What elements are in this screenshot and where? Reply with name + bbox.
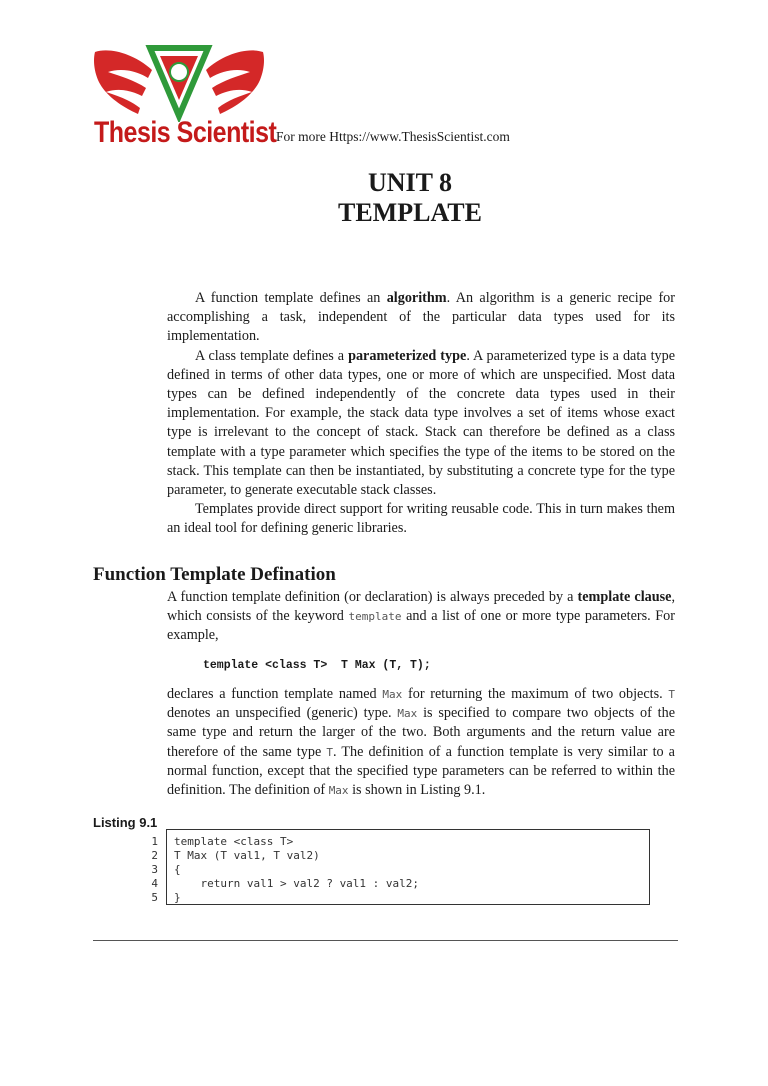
paragraph-class-template: A class template defines a parameterized type. A parameterized type is a data type defined in terms of other data types, one or more of which are unspecified. Most data types can be defined independently of the concrete data types used in their implementation. For example, the stack data type involves a set of items whose exact type is irrelevant to the concept of stack. Stack can therefore be defined as a class template with a type parameter which specifies the type of the items to be stored on the stack. This template can then be instantiated, by substituting a concrete type for the type parameter, to generate executable stack classes.	[167, 347, 676, 499]
code-line: return val1 > val2 ? val1 : val2;	[174, 877, 420, 890]
line-number: 3	[151, 863, 158, 876]
logo-wordmark: Thesis Scientist	[94, 116, 277, 150]
paragraph-max-explanation: declares a function template named Max for returning the maximum of two objects. T denotes an unspecified (generic) type. Max is specified to compare two objects of the same type and return the larger of the two. Both arguments and the return value are therefore of the same type T. The definition of a function template is very similar to a normal function, except that the specified type parameters can be referred to within the definition. The definition of Max is shown in Listing 9.1.	[167, 686, 676, 799]
template-signature-example: template <class T> T Max (T, T);	[203, 659, 431, 672]
code-line: {	[174, 863, 181, 876]
thesis-scientist-logo	[90, 42, 277, 152]
unit-number: UNIT 8	[367, 168, 453, 197]
paragraph-template-clause: A function template definition (or declaration) is always preceded by a template clause, which consists of the keyword template and a list of one or more type parameters. For example,	[167, 589, 675, 644]
listing-label: Listing 9.1	[93, 815, 158, 830]
code-line: T Max (T val1, T val2)	[174, 849, 320, 862]
line-number: 1	[151, 835, 158, 848]
section-heading: Function Template Defination	[93, 564, 336, 585]
function-intro	[167, 588, 675, 646]
function-explanation	[167, 685, 675, 800]
unit-title	[300, 168, 520, 228]
line-number: 5	[151, 891, 158, 904]
footer-divider	[93, 940, 678, 941]
intro-section	[167, 289, 675, 539]
paragraph-function-template: A function template defines an algorithm. An algorithm is a generic recipe for accomplishing a task, independent of the particular data types used for its implementation.	[167, 290, 675, 345]
site-url-note: For more Https://www.ThesisScientist.com	[276, 129, 510, 144]
paragraph-reusable-code: Templates provide direct support for writing reusable code. This in turn makes them an ideal tool for defining generic libraries.	[167, 501, 675, 537]
line-number: 2	[151, 849, 158, 862]
winged-triangle-icon	[90, 42, 268, 122]
code-line: template <class T>	[174, 835, 294, 848]
line-number: 4	[151, 877, 158, 890]
code-line: }	[174, 891, 181, 904]
unit-name: TEMPLATE	[338, 198, 482, 227]
